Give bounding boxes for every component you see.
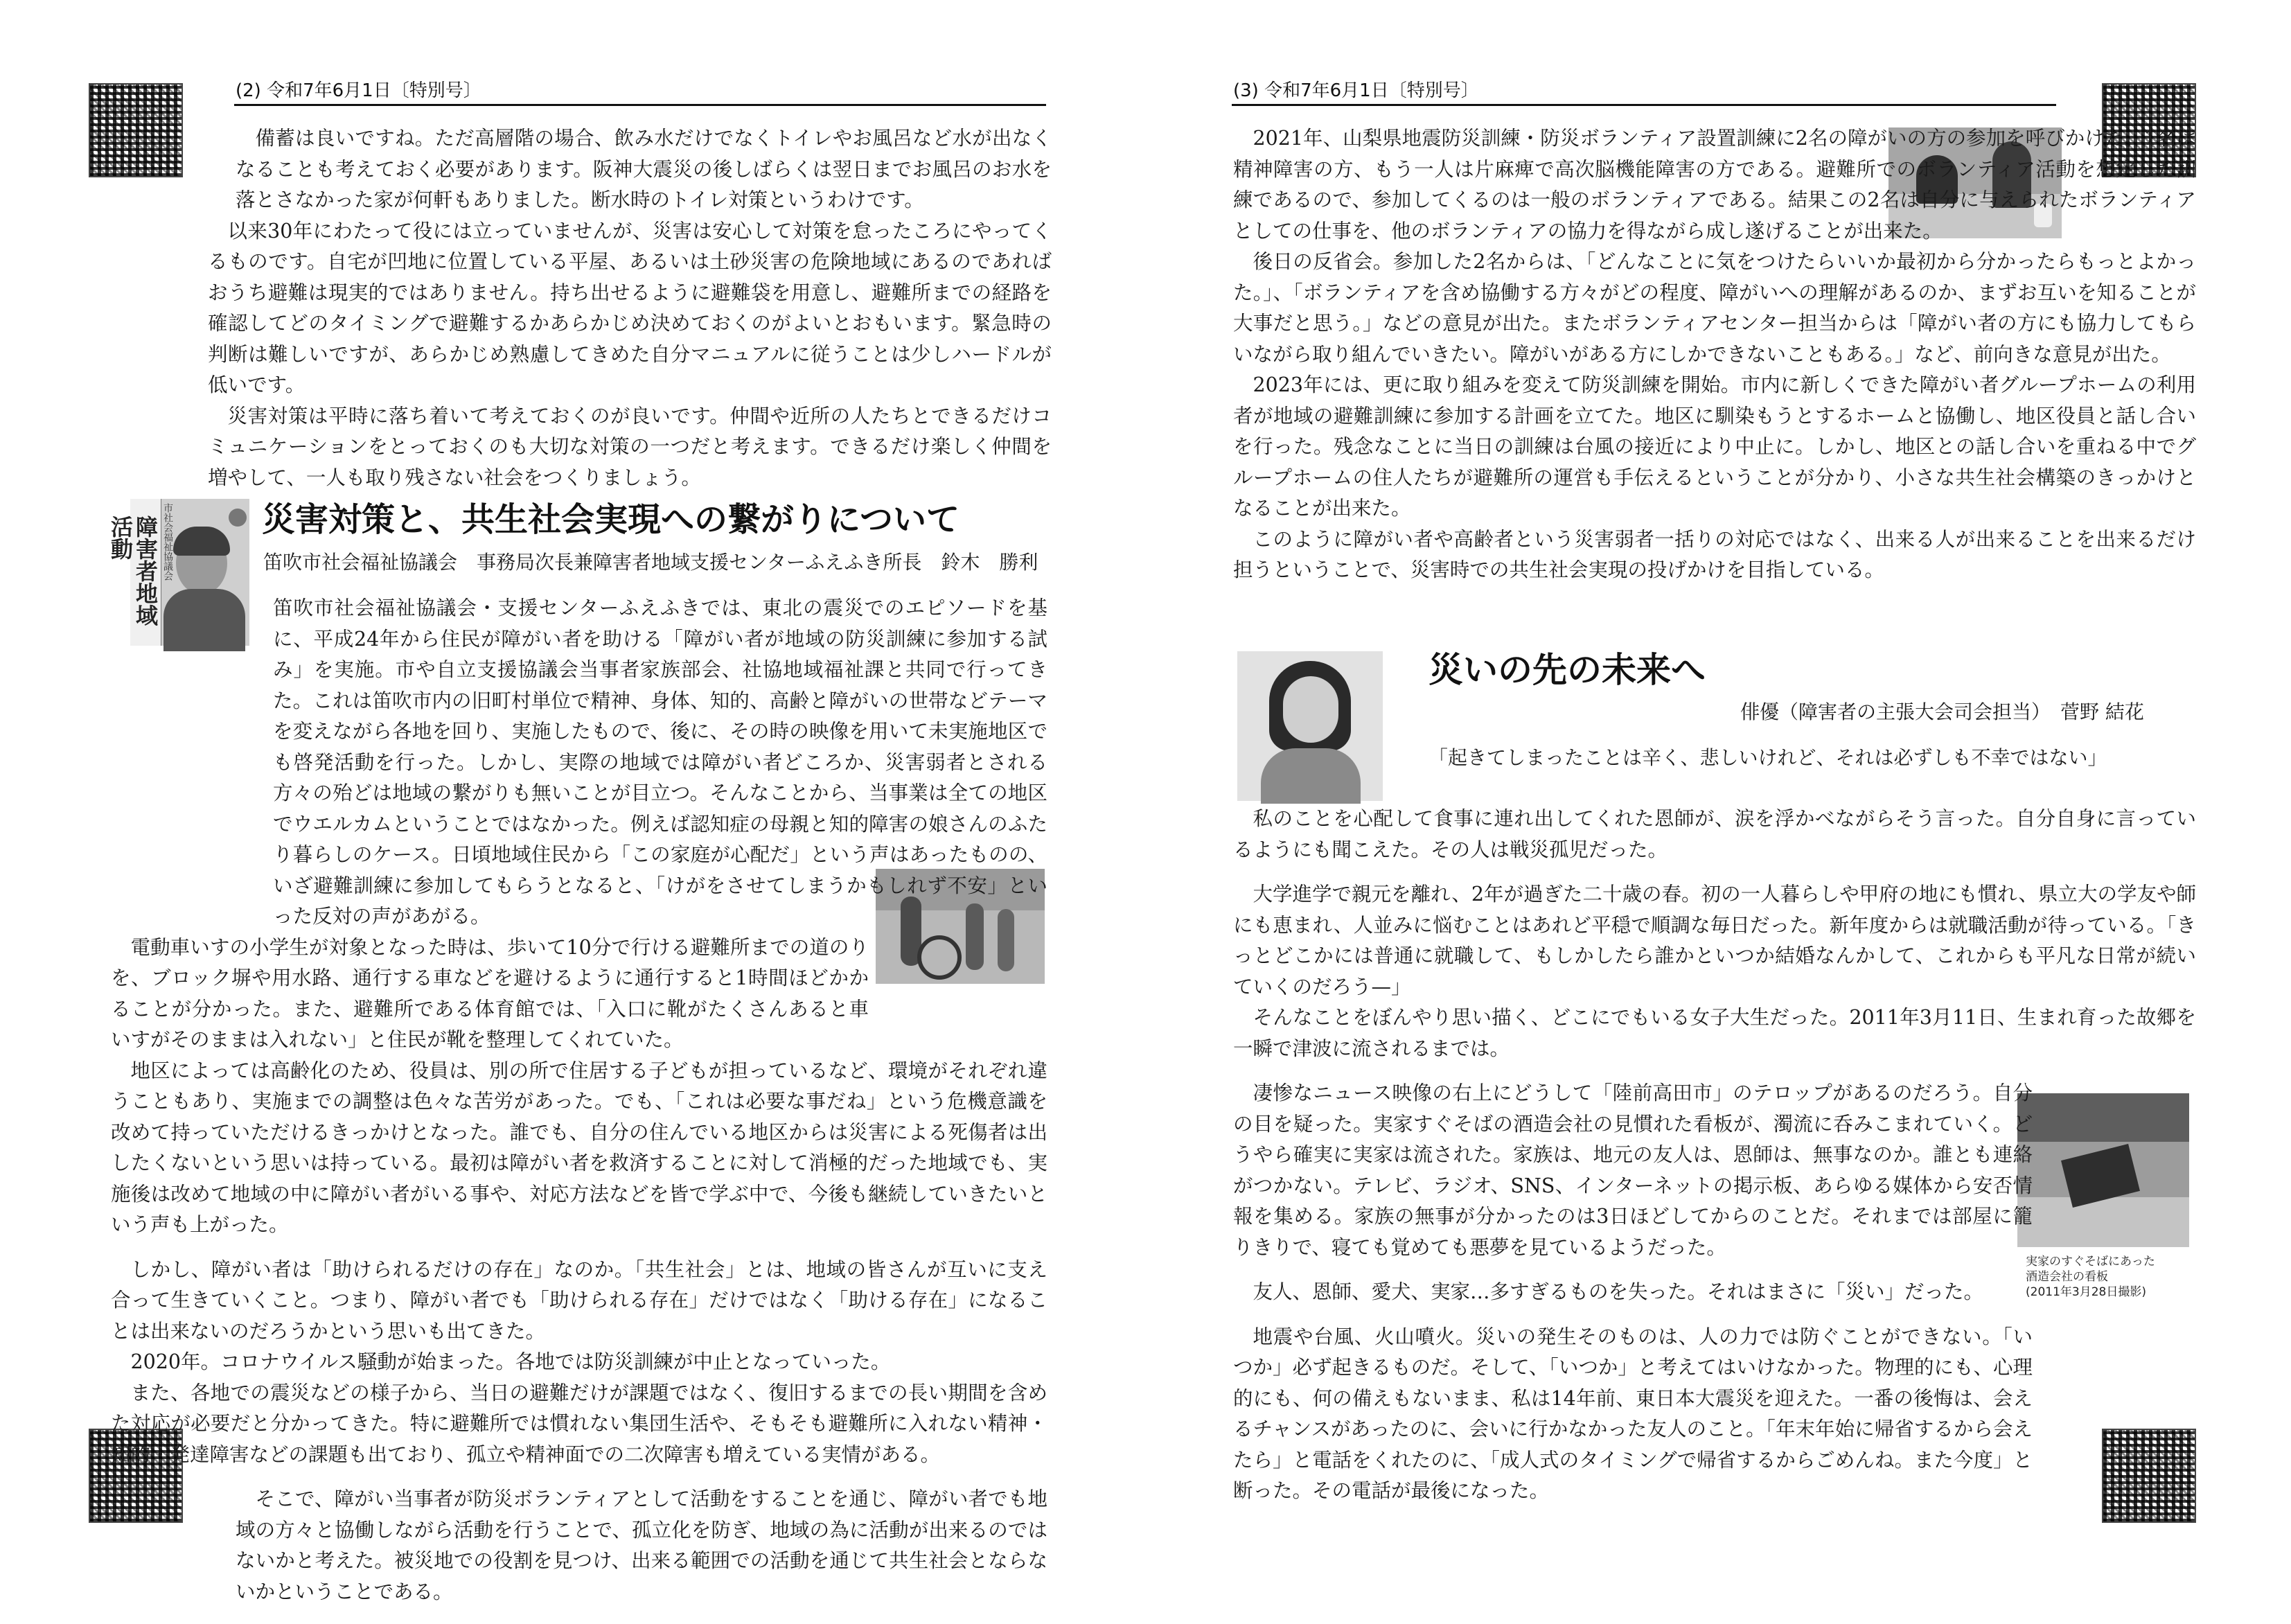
qr-code-top-left bbox=[89, 83, 183, 177]
left-page-header: (2) 令和7年6月1日〔特別号〕 bbox=[236, 80, 481, 101]
banner-sub: 市社会福祉協議会 bbox=[162, 503, 173, 581]
body-paragraph: 私のことを心配して食事に連れ出してくれた恩師が、涙を浮かべながらそう言った。自分自身に言っているようにも聞こえた。その人は戦災孤児だった。 bbox=[1233, 807, 2196, 861]
right-continued-body bbox=[1233, 123, 2196, 586]
body-paragraph: 友人、恩師、愛犬、実家…多すぎるものを失った。それはまさに「災い」だった。 bbox=[1253, 1280, 1984, 1303]
author-photo-kanno bbox=[1237, 651, 1383, 801]
body-paragraph: 後日の反省会。参加した2名からは、「どんなことに気をつけたらいいか最初から分かったらもっとよかった。」、「ボランティアを含め協働する方々がどの程度、障がいへの理解があるのか、まずお互いを知ることが大事だと思う。」などの意見が出た。またボランティアセンター担当からは「障がい者の方にも協力してもらいながら取り組んでいきたい。障がいがある方にしかできないこともある。」など、前向きな意見が出た。 bbox=[1233, 250, 2196, 366]
person-face bbox=[1283, 676, 1338, 743]
body-paragraph: 地区によっては高齢化のため、役員は、別の所で住居する子どもが担っているなど、環境がそれぞれ違うこともあり、実施までの調整は色々な苦労があった。でも、「これは必要な事だね」という危機意識を改めて持っていただけるきっかけとなった。誰でも、自分の住んでいる地区からは災害による死傷者は出したくないという思いは持っている。最初は障がい者を救済することに対して消極的だった地域でも、実施後は改めて地域の中に障がい者がいる事や、対応方法などを皆で学ぶ中で、今後も継続していきたいという声も上がった。 bbox=[111, 1059, 1047, 1236]
body-paragraph: しかし、障がい者は「助けられるだけの存在」なのか。「共生社会」とは、地域の皆さんが互いに支え合って生きていくこと。つまり、障がい者でも「助けられる存在」だけではなく「助ける存在」になることは出来ないのだろうかという思いも出てきた。 bbox=[111, 1257, 1047, 1343]
body-paragraph: 2021年、山梨県地震防災訓練・防災ボランティア設置訓練に2名の障がいの方の参加を呼びかけた。1名は精神障害の方、もう一人は片麻痺で高次脳機能障害の方である。避難所でのボランティア活動を想定した訓練であるので、参加してくるのは一般のボランティアである。結果この2名は自分に与えられたボランティアとしての仕事を、他のボランティアの協力を得ながら成し遂げることが出来た。 bbox=[1233, 127, 2196, 242]
person-hair bbox=[173, 527, 230, 556]
body-paragraph: 電動車いすの小学生が対象となった時は、歩いて10分で行ける避難所までの道のりを、ブロック塀や用水路、通行する車などを避けるように通行すると1時間ほどかかることが分かった。また、避難所である体育館では、「入口に靴がたくさんあると車いすがそのままは入れない」と住民が靴を整理してくれていた。 bbox=[111, 935, 869, 1051]
body-paragraph: 笛吹市社会福祉協議会・支援センターふえふきでは、東北の震災でのエピソードを基に、平成24年から住民が障がい者を助ける「障がい者が地域の防災訓練に参加する試み」を実施。市や自立支援協議会当事者家族部会、社協地域福祉課と共同で行ってきた。これは笛吹市内の旧町村単位で精神、身体、知的、高齢と障がいの世帯などテーマを変えながら各地を回り、実施したもので、後に、その時の映像を用いて未実施地区でも啓発活動を行った。しかし、実際の地域では障がい者どころか、災害弱者とされる方々の殆どは地域の繋がりも無いことが目立つ。そんなことから、当事業は全ての地区でウエルカムということではなかった。例えば認知症の母親と知的障害の娘さんのふたり暮らしのケース。日頃地域住民から「この家庭が心配だ」という声はあったものの、いざ避難訓練に参加してもらうとなると、「けがをさせてしまうかもしれず不安」といった反対の声があがる。 bbox=[273, 597, 1047, 928]
caption-line: 酒造会社の看板 bbox=[2026, 1270, 2108, 1284]
right-article-body bbox=[1233, 804, 2196, 1507]
flower-decoration bbox=[229, 509, 247, 527]
intro-paragraph: 以来30年にわたって役には立っていませんが、災害は安心して対策を怠ったころにやってくるものです。自宅が凹地に位置している平屋、あるいは土砂災害の危険地域にあるのであればおうち避難は現実的ではありません。持ち出せるように避難袋を用意し、避難所までの経路を確認してどのタイミングで避難するかあらかじめ決めておくのがよいとおもいます。緊急時の判断は難しいですが、あらかじめ熟慮してきめた自分マニュアルに従うことは少しハードルが低いです。 bbox=[208, 219, 1052, 396]
article-quote: 「起きてしまったことは辛く、悲しいけれど、それは必ずしも不幸ではない」 bbox=[1428, 746, 2107, 769]
body-paragraph: 凄惨なニュース映像の右上にどうして「陸前高田市」のテロップがあるのだろう。自分の目を疑った。実家すぐそばの酒造会社の見慣れた看板が、濁流に呑みこまれていく。どうやら確実に実家は流された。家族は、地元の友人は、恩師は、無事なのか。誰とも連絡がつかない。テレビ、ラジオ、SNS、インターネットの掲示板、あらゆる媒体から安否情報を集める。家族の無事が分かったのは3日ほどしてからのことだ。それまでは部屋に籠りきりで、寝ても覚めても悪夢を見ているようだった。 bbox=[1233, 1082, 2033, 1259]
body-paragraph: このように障がい者や高齢者という災害弱者一括りの対応ではなく、出来る人が出来ることを出来るだけ担うということで、災害時での共生社会実現の投げかけを目指している。 bbox=[1233, 527, 2196, 581]
banner-text: 障害者地域活動 bbox=[107, 515, 159, 626]
right-page-header: (3) 令和7年6月1日〔特別号〕 bbox=[1233, 80, 1479, 101]
body-paragraph: 2020年。コロナウイルス騒動が始まった。各地では防災訓練が中止となっていった。 bbox=[130, 1350, 891, 1373]
body-paragraph: 2023年には、更に取り組みを変えて防災訓練を開始。市内に新しくできた障がい者グループホームの利用者が地域の避難訓練に参加する計画を立てた。地区に馴染もうとするホームと協働し、地区役員と話し合いを行った。残念なことに当日の訓練は台風の接近により中止に。しかし、地区との話し合いを重ねる中でグループホームの住人たちが避難所の運営も手伝えるということが分かり、小さな共生社会構築のきっかけとなることが出来た。 bbox=[1233, 373, 2196, 520]
body-paragraph: また、各地での震災などの様子から、当日の避難だけが課題ではなく、復旧するまでの長い期間を含めた対応が必要だと分かってきた。特に避難所では慣れない集団生活や、そもそも避難所に入れない精神・知的・発達障害などの課題も出ており、孤立や精神面での二次障害も増えている実情がある。 bbox=[111, 1381, 1047, 1466]
article-title: 災害対策と、共生社会実現への繋がりについて bbox=[262, 500, 960, 539]
article-byline: 俳優（障害者の主張大会司会担当） 菅野 結花 bbox=[1740, 700, 2144, 723]
body-paragraph: 地震や台風、火山噴火。災いの発生そのものは、人の力では防ぐことができない。「いつか」必ず起きるものだ。そして、「いつか」と考えてはいけなかった。物理的にも、心理的にも、何の備えもないまま、私は14年前、東日本大震災を迎えた。一番の後悔は、会えるチャンスがあったのに、会いに行かなかった友人のこと。「年末年始に帰省するから会えたら」と電話をくれたのに、「成人式のタイミングで帰省するからごめんね。また今度」と断った。その電話が最後になった。 bbox=[1233, 1325, 2033, 1502]
article-byline: 笛吹市社会福祉協議会 事務局次長兼障害者地域支援センターふえふき所長 鈴木 勝利 bbox=[263, 551, 1038, 574]
body-paragraph: そこで、障がい当事者が防災ボランティアとして活動をすることを通じ、障がい者でも地域の方々と協働しながら活動を行うことで、孤立化を防ぎ、地域の為に活動が出来るのではないかと考えた。被災地での役割を見つけ、出来る範囲での活動を通じて共生社会とならないかということである。 bbox=[236, 1488, 1047, 1603]
caption-line: (2011年3月28日撮影) bbox=[2026, 1285, 2146, 1299]
left-intro bbox=[208, 123, 1052, 493]
person-body bbox=[1261, 748, 1361, 804]
article-title: 災いの先の未来へ bbox=[1428, 650, 1706, 690]
body-paragraph: 大学進学で親元を離れ、2年が過ぎた二十歳の春。初の一人暮らしや甲府の地にも慣れ、県立大の学友や師にも恵まれ、人並みに悩むことはあれど平穏で順調な毎日だった。新年度からは就職活動が待っている。「きっとどこかには普通に就職して、もしかしたら誰かといつか結婚なんかして、これからも平凡な日常が続いていくのだろう—」 bbox=[1233, 883, 2196, 998]
caption-line: 実家のすぐそばにあった bbox=[2026, 1255, 2155, 1269]
intro-paragraph: 備蓄は良いですね。ただ高層階の場合、飲み水だけでなくトイレやお風呂など水が出なくなることも考えておく必要があります。阪神大震災の後しばらくは翌日までお風呂のお水を落とさなかった家が何軒もありました。断水時のトイレ対策というわけです。 bbox=[236, 127, 1052, 211]
body-paragraph: そんなことをぼんやり思い描く、どこにでもいる女子大生だった。2011年3月11日、生まれ育った故郷を一瞬で津波に流されるまでは。 bbox=[1233, 1006, 2196, 1060]
left-header-rule bbox=[234, 104, 1046, 106]
intro-paragraph: 災害対策は平時に落ち着いて考えておくのが良いです。仲間や近所の人たちとできるだけコミュニケーションをとっておくのも大切な対策の一つだと考えます。できるだけ楽しく仲間を増やして、一人も取り残さない社会をつくりましょう。 bbox=[208, 404, 1052, 489]
right-header-rule bbox=[1232, 104, 2056, 106]
left-article-body bbox=[111, 593, 1047, 1607]
